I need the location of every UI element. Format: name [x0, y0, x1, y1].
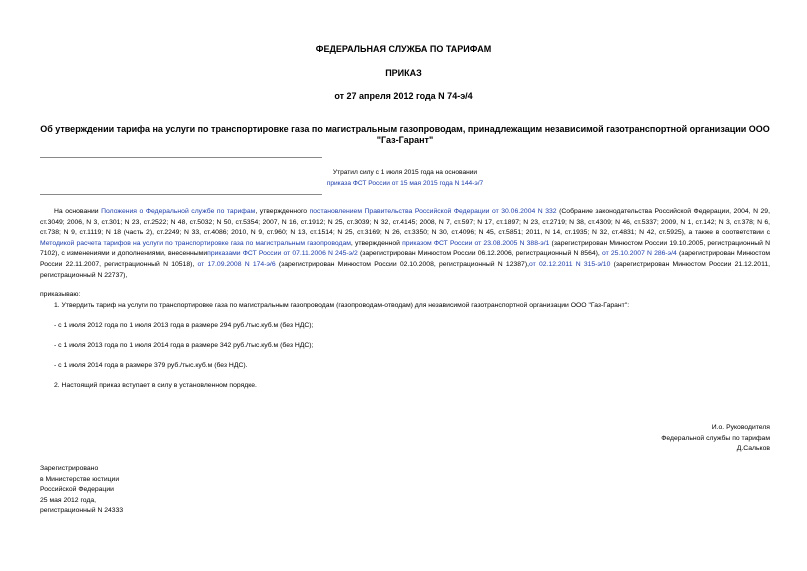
tariff-line-2: - с 1 июля 2013 года по 1 июля 2014 года в размере 342 руб./тыс.куб.м (без НДС);: [54, 342, 314, 349]
tariff-line-3: - с 1 июля 2014 года в размере 379 руб./тыс.куб.м (без НДС).: [54, 362, 248, 369]
government-decree-link[interactable]: постановлением Правительства Российской Федерации от 30.06.2004 N 332: [309, 208, 557, 215]
registration-line: в Министерстве юстиции: [40, 475, 120, 483]
validity-note-text: Утратил силу с 1 июля 2015 года на основании: [332, 169, 478, 176]
doc-type-heading: ПРИКАЗ: [385, 68, 422, 78]
preamble-text: (зарегистрирован Минюстом России 21.12.2011, регистрационный N 22737),: [40, 260, 771, 279]
order-388-link[interactable]: приказом ФСТ России от 23.08.2005 N 388-э/1: [402, 239, 550, 247]
registration-number: регистрационный N 24333: [40, 507, 124, 514]
agency-heading: ФЕДЕРАЛЬНАЯ СЛУЖБА ПО ТАРИФАМ: [315, 44, 492, 54]
preamble-text: На основании: [54, 208, 102, 215]
doc-date-number: от 27 апреля 2012 года N 74-э/4: [334, 91, 473, 101]
preamble-paragraph: [40, 207, 770, 281]
order-item-1: 1. Утвердить тариф на услуги по транспортировке газа по магистральным газопроводам (газопроводам-отводам) для независимой газотранспортной организации ООО "Газ-Гарант":: [54, 302, 630, 309]
signer-position: И.о. Руководителя: [711, 424, 770, 431]
divider-top: [40, 157, 322, 158]
preamble-text: (зарегистрирован Минюстом России 22.11.2007, регистрационный N 10518),: [40, 250, 771, 268]
preamble-text: , утвержденной: [350, 239, 403, 247]
preamble-text: , утвержденного: [255, 208, 310, 215]
signature-block: [661, 423, 770, 455]
preamble-text: (зарегистрирован Минюстом России 02.10.2008, регистрационный N 12387),: [275, 260, 529, 268]
tariff-line-1: - с 1 июля 2012 года по 1 июля 2013 года в размере 294 руб./тыс.куб.м (без НДС);: [54, 322, 314, 329]
orders-word: приказываю:: [40, 291, 81, 298]
signer-agency: Федеральной службы по тарифам: [661, 434, 770, 442]
order-286-link[interactable]: от 25.10.2007 N 286-э/4: [601, 250, 677, 258]
fst-regulation-link[interactable]: Положения о Федеральной службе по тарифам: [101, 208, 256, 215]
methodology-link[interactable]: Методикой расчета тарифов на услуги по транспортировке газа по магистральным газопроводам: [40, 239, 351, 247]
order-245-link[interactable]: приказами ФСТ России от 07.11.2006 N 245-э/2: [207, 250, 358, 258]
preamble-text: (зарегистрирован Минюстом России 19.10.2005, регистрационный N 7102), с изменениями и дополнениями, внесенными: [40, 239, 771, 258]
order-315-link[interactable]: от 02.12.2011 N 315-э/10: [528, 260, 611, 268]
doc-title: [40, 124, 770, 146]
order-174-link[interactable]: от 17.09.2008 N 174-э/6: [197, 260, 276, 268]
registration-line: Зарегистрировано: [40, 465, 99, 472]
signer-name: Д.Сальков: [736, 445, 770, 452]
registration-line: Российской Федерации: [40, 486, 114, 493]
preamble-text: (зарегистрирован Минюстом России 06.12.2006, регистрационный N 8564),: [357, 250, 602, 258]
divider-bottom: [40, 194, 322, 195]
validity-note: [40, 167, 770, 189]
order-item-2: 2. Настоящий приказ вступает в силу в установленном порядке.: [54, 382, 257, 389]
repeal-order-link[interactable]: приказа ФСТ России от 15 мая 2015 года N 144-э/7: [326, 180, 484, 187]
preamble-text: (Собрание законодательства Российской Федерации, 2004, N 29, ст.3049; 2006, N 3, ст.301; N 23, ст.2522; N 48, ст.5032; N 50, ст.5354; 2007, N 16, ст.1912; N 25, ст.3039; N 32, ст.4145; 2008, N 7, ст.597; N 17, ст.1897; N 23, ст.2719; N 38, ст.4309; N 46, ст.5337; 2009, N 1, ст.142; N 3, ст.378; N 6, ст.738; N 9, ст.1119; N 18 (часть 2), ст.2249; N 33, ст.4086; 2010, N 9, ст.960; N 13, ст.1514; N 25, ст.3169; N 26, ст.3350; N 30, ст.4096; N 45, ст.5851; 2011, N 14, ст.1935; N 32, ст.4831; N 42, ст.5925), а также в соответствии с: [40, 208, 770, 237]
doc-title-line2: "Газ-Гарант": [376, 135, 434, 145]
doc-title-line1: Об утверждении тарифа на услуги по транспортировке газа по магистральным газопроводам, принадлежащим независимой газотранспортной организации ООО: [40, 124, 770, 134]
registration-block: [40, 464, 123, 517]
registration-date: 25 мая 2012 года,: [40, 496, 97, 504]
